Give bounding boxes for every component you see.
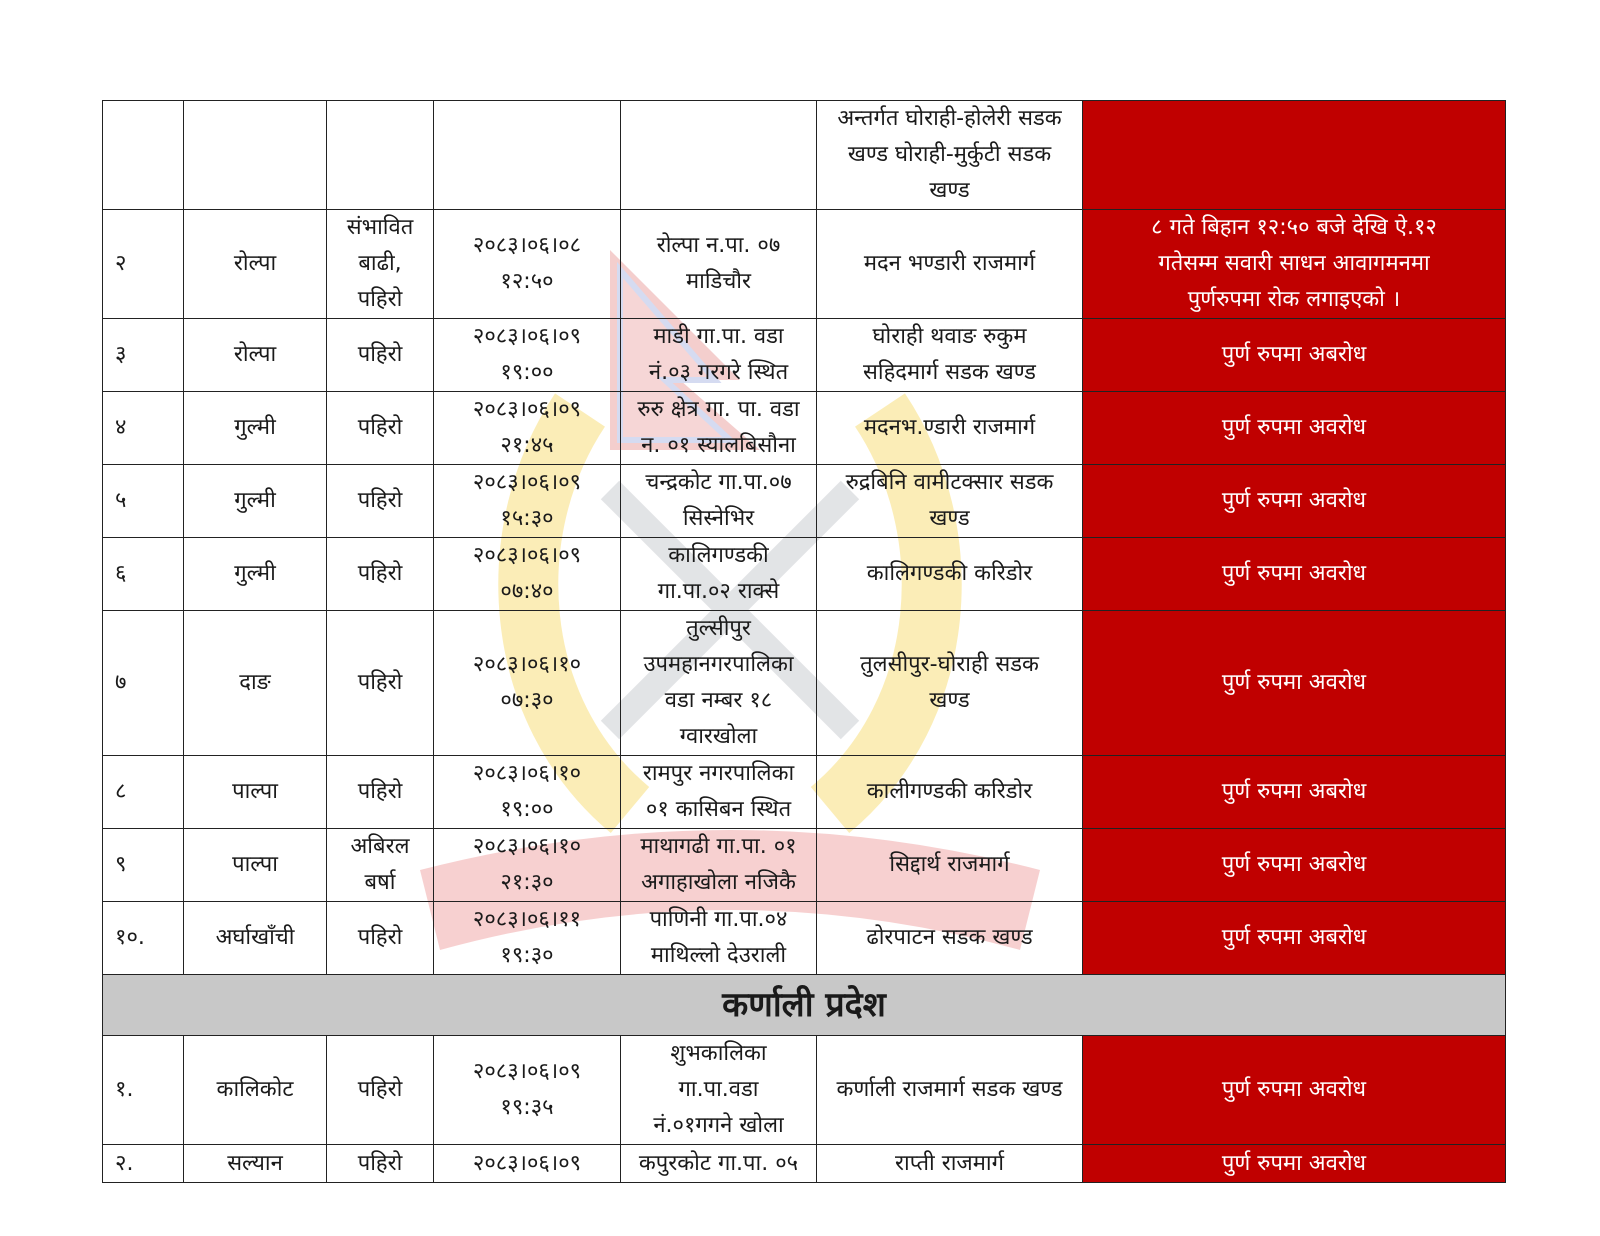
district-cell (184, 829, 327, 902)
district-text: पाल्पा (232, 779, 278, 804)
location-text: तुल्सीपुर उपमहानगरपालिका वडा नम्बर १८ ग्वारखोला (643, 616, 794, 749)
road-text: रुद्रबिनि वामीटक्सार सडक खण्ड (845, 470, 1054, 531)
road-cell (817, 538, 1083, 611)
serial-number-cell (103, 319, 184, 392)
table-row (103, 902, 1506, 975)
datetime-cell (434, 1036, 621, 1145)
incident-type-cell (327, 319, 434, 392)
location-text: चन्द्रकोट गा.पा.०७ सिस्नेभिर (645, 470, 792, 531)
datetime-text: २०८३।०६।११ १९:३० (472, 907, 582, 968)
datetime-cell (434, 101, 621, 210)
status-text: पुर्ण रुपमा अबरोध (1221, 925, 1367, 950)
serial-number-cell (103, 756, 184, 829)
status-text: पुर्ण रुपमा अबरोध (1221, 779, 1367, 804)
datetime-text: २०८३।०६।१० ०७:३० (472, 652, 582, 713)
location-cell (621, 611, 817, 756)
status-cell (1083, 902, 1506, 975)
serial-number-cell (103, 210, 184, 319)
incident-type-cell (327, 1036, 434, 1145)
road-text: सिद्दार्थ राजमार्ग (889, 852, 1010, 877)
district-text: गुल्मी (234, 561, 276, 586)
status-cell (1083, 319, 1506, 392)
status-cell (1083, 1036, 1506, 1145)
incident-type-cell (327, 210, 434, 319)
road-text: मदनभ.ण्डारी राजमार्ग (863, 415, 1036, 440)
status-text: पुर्ण रुपमा अबरोध (1221, 852, 1367, 877)
road-text: मदन भण्डारी राजमार्ग (863, 251, 1036, 276)
serial-number-cell (103, 1036, 184, 1145)
road-cell (817, 465, 1083, 538)
serial-number-text: २ (115, 251, 127, 276)
location-cell (621, 829, 817, 902)
table-body (103, 101, 1506, 1183)
location-text: शुभकालिका गा.पा.वडा नं.०१गगने खोला (653, 1041, 784, 1138)
incident-type-text: पहिरो (357, 925, 403, 950)
serial-number-text: २. (115, 1150, 134, 1176)
district-cell (184, 1036, 327, 1145)
location-text: रुरु क्षेत्र गा. पा. वडा न. ०१ स्यालबिसौना (637, 397, 800, 458)
location-cell (621, 538, 817, 611)
location-text: पाणिनी गा.पा.०४ माथिल्लो देउराली (649, 907, 788, 968)
incident-type-text: पहिरो (357, 415, 403, 440)
status-text: पुर्ण रुपमा अवरोध (1221, 415, 1367, 440)
serial-number-text: ९ (115, 852, 127, 877)
road-cell (817, 319, 1083, 392)
serial-number-cell (103, 538, 184, 611)
serial-number-text: ४ (115, 415, 127, 440)
table-row (103, 392, 1506, 465)
datetime-text: २०८३।०६।०९ (472, 1150, 582, 1176)
status-cell (1083, 538, 1506, 611)
datetime-cell (434, 902, 621, 975)
incident-type-text: अबिरल बर्षा (350, 834, 410, 895)
datetime-text: २०८३।०६।०९ १९:३५ (472, 1059, 582, 1120)
status-text: पुर्ण रुपमा अवरोध (1221, 1077, 1367, 1102)
district-cell (184, 1145, 327, 1183)
incident-type-cell (327, 392, 434, 465)
location-cell (621, 465, 817, 538)
serial-number-cell (103, 101, 184, 210)
status-text: पुर्ण रुपमा अवरोध (1221, 1150, 1367, 1176)
serial-number-text: १०. (115, 925, 145, 950)
status-text: ८ गते बिहान १२:५० बजे देखि ऐ.१२ गतेसम्म सवारी साधन आवागमनमा पुर्णरुपमा रोक लगाइएको । (1151, 215, 1437, 312)
serial-number-cell (103, 392, 184, 465)
district-cell (184, 392, 327, 465)
section-header-row (103, 975, 1506, 1036)
datetime-cell (434, 829, 621, 902)
incident-type-cell (327, 756, 434, 829)
location-cell (621, 756, 817, 829)
road-text: राप्ती राजमार्ग (895, 1150, 1004, 1176)
serial-number-text: ८ (115, 779, 127, 804)
road-text: कालीगण्डकी करिडोर (866, 779, 1033, 804)
district-cell (184, 465, 327, 538)
district-text: गुल्मी (234, 415, 276, 440)
status-cell (1083, 1145, 1506, 1183)
location-cell (621, 210, 817, 319)
incident-type-cell (327, 538, 434, 611)
road-text: ढोरपाटन सडक खण्ड (866, 925, 1033, 950)
district-text: दाङ (239, 670, 271, 695)
datetime-text: २०८३।०६।०९ ०७:४० (472, 543, 582, 604)
incident-type-cell (327, 829, 434, 902)
incident-type-text: पहिरो (357, 1150, 403, 1176)
road-text: कर्णाली राजमार्ग सडक खण्ड (836, 1077, 1063, 1102)
incident-type-text: पहिरो (357, 670, 403, 695)
district-text: कालिकोट (216, 1077, 294, 1102)
road-cell (817, 1036, 1083, 1145)
location-text: माथागढी गा.पा. ०१ अगाहाखोला नजिकै (640, 834, 797, 895)
table-row (103, 1036, 1506, 1145)
road-text: घोराही थवाङ रुकुम सहिदमार्ग सडक खण्ड (863, 324, 1036, 385)
table-row (103, 319, 1506, 392)
district-cell (184, 319, 327, 392)
incident-type-cell (327, 101, 434, 210)
location-text: कालिगण्डकी गा.पा.०२ राक्से (657, 543, 780, 604)
road-cell (817, 756, 1083, 829)
datetime-text: २०८३।०६।०९ १५:३० (472, 470, 582, 531)
datetime-cell (434, 1145, 621, 1183)
location-text: रोल्पा न.पा. ०७ माडिचौर (656, 233, 781, 294)
datetime-text: २०८३।०६।१० २१:३० (472, 834, 582, 895)
location-text: कपुरकोट गा.पा. ०५ (638, 1150, 799, 1176)
serial-number-text: ५ (115, 488, 127, 513)
table-row (103, 611, 1506, 756)
location-cell (621, 101, 817, 210)
serial-number-text: ६ (115, 561, 127, 586)
incident-type-cell (327, 902, 434, 975)
road-cell (817, 101, 1083, 210)
road-cell (817, 1145, 1083, 1183)
serial-number-text: १. (115, 1077, 134, 1102)
incident-type-text: पहिरो (357, 561, 403, 586)
table-row (103, 538, 1506, 611)
serial-number-cell (103, 1145, 184, 1183)
status-text: पुर्ण रुपमा अवरोध (1221, 488, 1367, 513)
district-cell (184, 756, 327, 829)
serial-number-cell (103, 902, 184, 975)
road-text: कालिगण्डकी करिडोर (866, 561, 1033, 586)
datetime-text: २०८३।०६।१० १९:०० (472, 761, 582, 822)
datetime-text: २०८३।०६।०८ १२:५० (472, 233, 582, 294)
district-text: रोल्पा (233, 342, 277, 367)
datetime-cell (434, 210, 621, 319)
serial-number-text: ७ (115, 670, 127, 695)
table-row (103, 210, 1506, 319)
datetime-cell (434, 465, 621, 538)
district-cell (184, 611, 327, 756)
district-text: सल्यान (227, 1150, 283, 1176)
serial-number-cell (103, 611, 184, 756)
table-row (103, 1145, 1506, 1183)
incident-type-cell (327, 465, 434, 538)
status-text: पुर्ण रुपमा अवरोध (1221, 561, 1367, 586)
road-cell (817, 829, 1083, 902)
district-cell (184, 210, 327, 319)
datetime-cell (434, 611, 621, 756)
road-cell (817, 611, 1083, 756)
datetime-cell (434, 319, 621, 392)
section-title: कर्णाली प्रदेश (103, 975, 1506, 1036)
incident-type-cell (327, 1145, 434, 1183)
incident-type-text: पहिरो (357, 779, 403, 804)
district-cell (184, 538, 327, 611)
location-cell (621, 902, 817, 975)
datetime-cell (434, 538, 621, 611)
table-row (103, 465, 1506, 538)
serial-number-text: ३ (115, 342, 127, 367)
district-text: गुल्मी (234, 488, 276, 513)
status-cell (1083, 465, 1506, 538)
location-cell (621, 1145, 817, 1183)
road-text: तुलसीपुर-घोराही सडक खण्ड (860, 652, 1039, 713)
district-cell (184, 902, 327, 975)
status-text: पुर्ण रुपमा अवरोध (1221, 670, 1367, 695)
table-row (103, 829, 1506, 902)
incident-type-text: पहिरो (357, 342, 403, 367)
district-text: रोल्पा (233, 251, 277, 276)
road-obstruction-table (102, 100, 1506, 1183)
status-cell (1083, 392, 1506, 465)
road-cell (817, 210, 1083, 319)
road-text: अन्तर्गत घोराही-होलेरी सडक खण्ड घोराही-मुर्कुटी सडक खण्ड (837, 106, 1062, 203)
location-text: माडी गा.पा. वडा नं.०३ गरगरे स्थित (648, 324, 789, 385)
serial-number-cell (103, 829, 184, 902)
location-text: रामपुर नगरपालिका ०१ कासिबन स्थित (642, 761, 795, 822)
location-cell (621, 1036, 817, 1145)
district-cell (184, 101, 327, 210)
location-cell (621, 319, 817, 392)
status-cell (1083, 829, 1506, 902)
status-cell (1083, 756, 1506, 829)
datetime-cell (434, 392, 621, 465)
status-text: पुर्ण रुपमा अबरोध (1221, 342, 1367, 367)
road-cell (817, 902, 1083, 975)
datetime-text: २०८३।०६।०९ २१:४५ (472, 397, 582, 458)
district-text: पाल्पा (232, 852, 278, 877)
incident-type-text: संभावित बाढी, पहिरो (346, 215, 414, 312)
incident-type-cell (327, 611, 434, 756)
incident-type-text: पहिरो (357, 488, 403, 513)
status-cell (1083, 210, 1506, 319)
table-row (103, 756, 1506, 829)
district-text: अर्घाखाँची (215, 925, 295, 950)
road-cell (817, 392, 1083, 465)
serial-number-cell (103, 465, 184, 538)
datetime-cell (434, 756, 621, 829)
incident-type-text: पहिरो (357, 1077, 403, 1102)
table-row (103, 101, 1506, 210)
location-cell (621, 392, 817, 465)
datetime-text: २०८३।०६।०९ १९:०० (472, 324, 582, 385)
status-cell (1083, 611, 1506, 756)
status-cell (1083, 101, 1506, 210)
